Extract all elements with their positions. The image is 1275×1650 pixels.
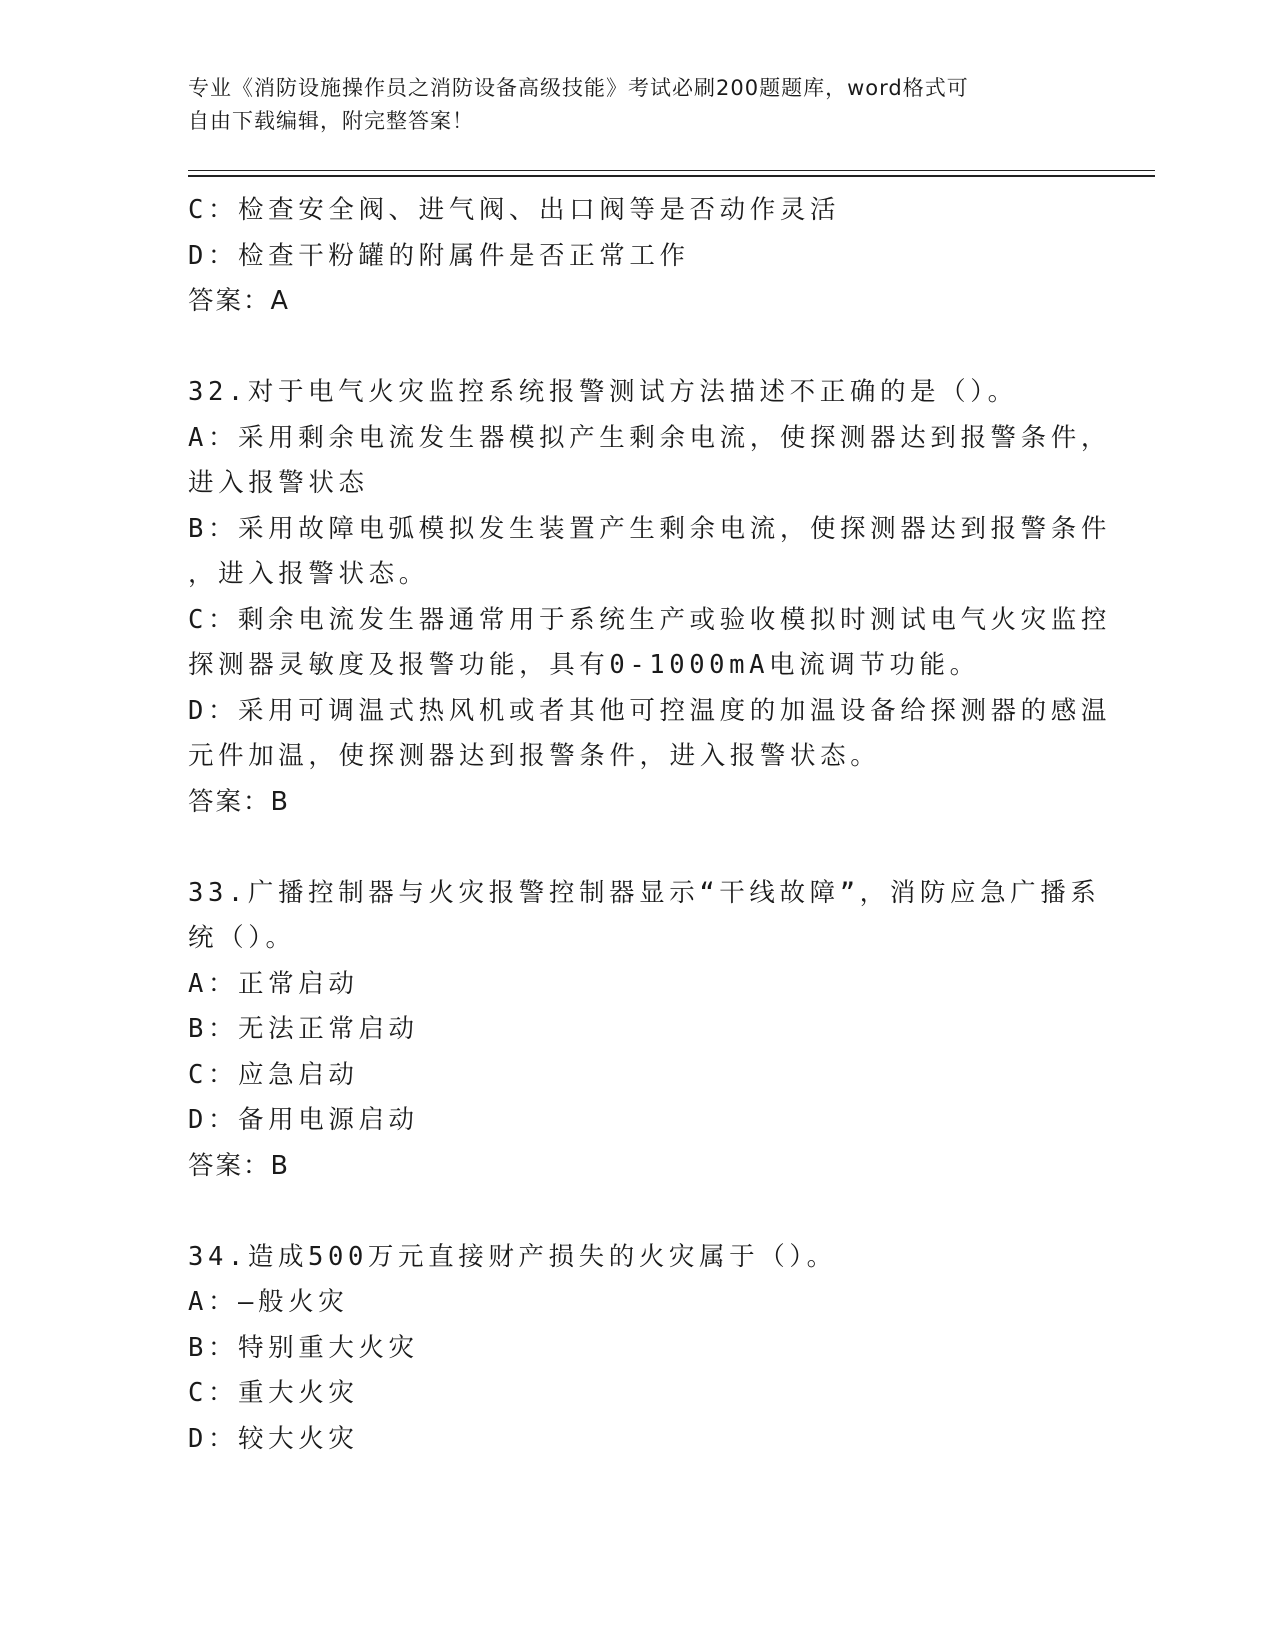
question-stem: 34.造成500万元直接财产损失的火灾属于（）。 xyxy=(188,1241,837,1272)
option-line: ，进入报警状态。 xyxy=(188,559,429,589)
question-stem: 33.广播控制器与火灾报警控制器显示“干线故障”，消防应急广播系 xyxy=(188,877,1101,908)
answer-line: 答案：B xyxy=(188,786,290,817)
question-block-31-tail xyxy=(188,188,1088,325)
option-line: A：正常启动 xyxy=(188,968,359,999)
header-divider-thick xyxy=(188,175,1155,177)
question-stem: 32.对于电气火灾监控系统报警测试方法描述不正确的是（）。 xyxy=(188,377,1018,407)
option-line: D：备用电源启动 xyxy=(188,1105,419,1135)
option-line: A：—般火灾 xyxy=(188,1287,349,1317)
option-line: A：采用剩余电流发生器模拟产生剩余电流，使探测器达到报警条件， xyxy=(188,422,1111,453)
option-line: D：采用可调温式热风机或者其他可控温度的加温设备给探测器的感温 xyxy=(188,695,1111,726)
question-block-33 xyxy=(188,871,1101,1190)
option-line: B：采用故障电弧模拟发生装置产生剩余电流，使探测器达到报警条件 xyxy=(188,513,1111,544)
answer-line: 答案：A xyxy=(188,286,290,316)
header-line-2: 自由下载编辑，附完整答案！ xyxy=(188,109,474,133)
option-line: C：重大火灾 xyxy=(188,1378,359,1408)
option-line: B：特别重大火灾 xyxy=(188,1332,419,1363)
option-line: D：检查干粉罐的附属件是否正常工作 xyxy=(188,240,690,271)
option-line: C：检查安全阀、进气阀、出口阀等是否动作灵活 xyxy=(188,195,841,225)
option-line: D：较大火灾 xyxy=(188,1423,359,1454)
option-line: 探测器灵敏度及报警功能，具有0-1000mA电流调节功能。 xyxy=(188,650,980,680)
answer-line: 答案：B xyxy=(188,1150,290,1181)
question-content xyxy=(188,188,1111,1462)
option-line: C：剩余电流发生器通常用于系统生产或验收模拟时测试电气火灾监控 xyxy=(188,604,1111,635)
block-spacer xyxy=(188,325,1088,371)
option-line: C：应急启动 xyxy=(188,1059,359,1090)
option-line: 元件加温，使探测器达到报警条件，进入报警状态。 xyxy=(188,741,881,771)
option-line: 进入报警状态 xyxy=(188,468,369,498)
question-block-34 xyxy=(188,1235,1088,1463)
block-spacer xyxy=(188,825,1088,871)
question-stem: 统（）。 xyxy=(188,923,296,953)
question-block-32 xyxy=(188,370,1111,825)
document-header xyxy=(188,72,1068,138)
option-line: B：无法正常启动 xyxy=(188,1014,419,1044)
block-spacer xyxy=(188,1189,1088,1235)
header-divider-thin xyxy=(188,170,1155,171)
header-line-1: 专业《消防设施操作员之消防设备高级技能》考试必刷200题题库，word格式可 xyxy=(188,76,969,100)
